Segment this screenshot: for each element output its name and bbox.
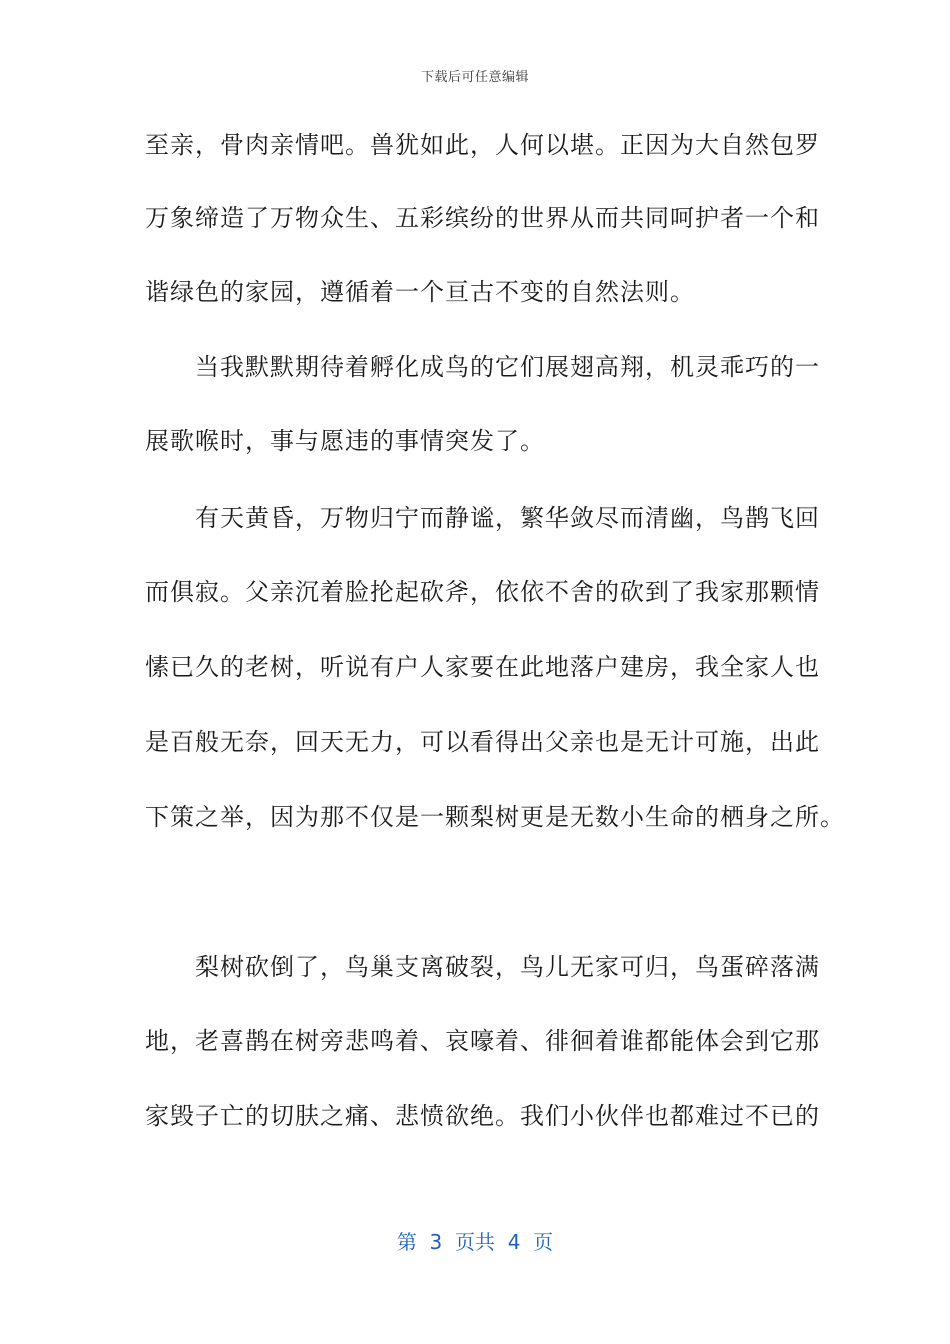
page-number-footer: 第 3 页共 4 页 xyxy=(396,1230,554,1254)
text-line-12: 地，老喜鹊在树旁悲鸣着、哀嚎着、徘徊着谁都能体会到它那 xyxy=(145,1027,820,1055)
text-line-3: 谐绿色的家园，遵循着一个亘古不变的自然法则。 xyxy=(145,278,695,306)
text-line-4: 当我默默期待着孵化成鸟的它们展翅高翔，机灵乖巧的一 xyxy=(145,353,820,381)
text-line-2: 万象缔造了万物众生、五彩缤纷的世界从而共同呵护者一个和 xyxy=(145,204,820,232)
text-line-11: 梨树砍倒了，鸟巢支离破裂，鸟儿无家可归，鸟蛋碎落满 xyxy=(145,953,820,981)
text-line-6: 有天黄昏，万物归宁而静谧，繁华敛尽而清幽，鸟鹊飞回 xyxy=(145,504,820,532)
page-header: 下载后可任意编辑 xyxy=(420,70,529,85)
text-line-1: 至亲，骨肉亲情吧。兽犹如此，人何以堪。正因为大自然包罗 xyxy=(145,131,820,159)
text-line-5: 展歌喉时，事与愿违的事情突发了。 xyxy=(145,427,545,455)
text-line-13: 家毁子亡的切肤之痛、悲愤欲绝。我们小伙伴也都难过不已的 xyxy=(145,1102,820,1130)
text-line-9: 是百般无奈，回天无力，可以看得出父亲也是无计可施，出此 xyxy=(145,728,820,756)
text-line-7: 而俱寂。父亲沉着脸抡起砍斧，依依不舍的砍到了我家那颗情 xyxy=(145,578,820,606)
text-line-10: 下策之举，因为那不仅是一颗梨树更是无数小生命的栖身之所。 xyxy=(145,803,845,831)
text-line-8: 愫已久的老树，听说有户人家要在此地落户建房，我全家人也 xyxy=(145,653,820,681)
